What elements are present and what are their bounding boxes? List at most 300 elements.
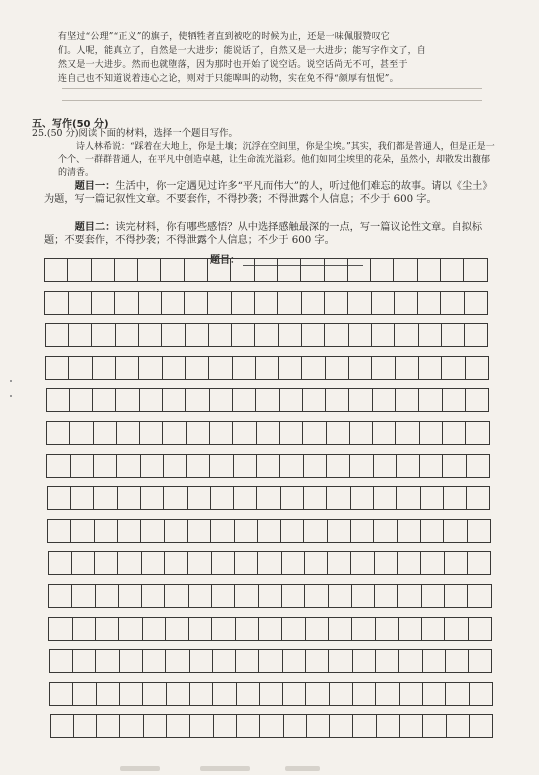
grid-cell[interactable] [420, 486, 444, 510]
grid-cell[interactable] [371, 323, 395, 347]
grid-cell[interactable] [302, 421, 326, 445]
grid-cell[interactable] [393, 258, 417, 282]
grid-cell[interactable] [282, 682, 306, 706]
grid-cell[interactable] [329, 714, 353, 738]
grid-cell[interactable] [417, 291, 441, 315]
grid-cell[interactable] [352, 714, 376, 738]
grid-cell[interactable] [232, 421, 256, 445]
question-prompt: 25.(50 分)阅读下面的材料，选择一个题目写作。 [32, 128, 238, 139]
grid-cell[interactable] [212, 682, 236, 706]
grid-cell[interactable] [185, 356, 209, 380]
grid-cell[interactable] [419, 421, 443, 445]
grid-cell[interactable] [468, 617, 492, 641]
grid-cell[interactable] [258, 649, 282, 673]
grid-cell[interactable] [347, 291, 371, 315]
grid-cell[interactable] [372, 388, 396, 412]
grid-cell[interactable] [114, 258, 138, 282]
grid-cell[interactable] [46, 388, 70, 412]
grid-cell[interactable] [137, 258, 161, 282]
grid-cell[interactable] [186, 454, 210, 478]
grid-cell[interactable] [231, 323, 255, 347]
grid-cell[interactable] [161, 323, 185, 347]
grid-cell[interactable] [254, 323, 278, 347]
grid-cell[interactable] [232, 388, 256, 412]
grid-cell[interactable] [398, 617, 422, 641]
grid-cell[interactable] [142, 649, 166, 673]
grid-cell[interactable] [281, 584, 305, 608]
grid-cell[interactable] [277, 258, 301, 282]
grid-cell[interactable] [305, 649, 329, 673]
grid-cell[interactable] [467, 551, 491, 575]
grid-cell[interactable] [399, 682, 423, 706]
grid-cell[interactable] [283, 714, 307, 738]
grid-cell[interactable] [115, 388, 139, 412]
grid-cell[interactable] [139, 421, 163, 445]
grid-cell[interactable] [328, 617, 352, 641]
grid-cell[interactable] [469, 682, 493, 706]
grid-cell[interactable] [277, 291, 301, 315]
grid-cell[interactable] [281, 551, 305, 575]
grid-row [44, 258, 487, 282]
grid-cell[interactable] [395, 421, 419, 445]
grid-row [50, 714, 493, 738]
grid-cell[interactable] [418, 388, 442, 412]
grid-cell[interactable] [282, 649, 306, 673]
grid-cell[interactable] [254, 258, 278, 282]
grid-cell[interactable] [444, 617, 468, 641]
grid-cell[interactable] [351, 584, 375, 608]
grid-cell[interactable] [350, 551, 374, 575]
grid-cell[interactable] [142, 617, 166, 641]
grid-cell[interactable] [210, 486, 234, 510]
grid-cell[interactable] [418, 323, 442, 347]
grid-cell[interactable] [119, 714, 143, 738]
grid-cell[interactable] [444, 584, 468, 608]
grid-cell[interactable] [115, 356, 139, 380]
grid-cell[interactable] [48, 584, 72, 608]
grid-cell[interactable] [234, 551, 258, 575]
grid-cell[interactable] [445, 649, 469, 673]
grid-cell[interactable] [188, 584, 212, 608]
grid-cell[interactable] [279, 421, 303, 445]
grid-cell[interactable] [50, 714, 74, 738]
grid-cell[interactable] [468, 649, 492, 673]
grid-cell[interactable] [329, 682, 353, 706]
grid-cell[interactable] [163, 486, 187, 510]
grid-cell[interactable] [46, 454, 70, 478]
grid-cell[interactable] [422, 649, 446, 673]
grid-cell[interactable] [72, 682, 96, 706]
previous-answer-line: 有坚过“公理”“正义”的旗子，使牺牲者直到被吃的时候为止，还是一味佩服赞叹它 [58, 32, 391, 42]
grid-cell[interactable] [300, 258, 324, 282]
grid-cell[interactable] [348, 356, 372, 380]
grid-cell[interactable] [304, 584, 328, 608]
grid-cell[interactable] [372, 421, 396, 445]
grid-cell[interactable] [280, 486, 304, 510]
grid-cell[interactable] [166, 682, 190, 706]
grid-cell[interactable] [211, 617, 235, 641]
grid-cell[interactable] [399, 714, 423, 738]
grid-cell[interactable] [95, 584, 119, 608]
grid-cell[interactable] [327, 551, 351, 575]
grid-cell[interactable] [119, 649, 143, 673]
grid-cell[interactable] [255, 388, 279, 412]
grid-cell[interactable] [68, 356, 92, 380]
grid-cell[interactable] [94, 551, 118, 575]
grid-cell[interactable] [351, 617, 375, 641]
topic-one-text: 生活中，你一定遇见过许多“平凡而伟大”的人，听过他们难忘的故事。请以《尘土》为题，写一篇记叙性文章。不要套作，不得抄袭；不得泄露个人信息；不少于 600 字。 [44, 181, 493, 205]
grid-cell[interactable] [49, 682, 73, 706]
grid-cell[interactable] [209, 454, 233, 478]
grid-cell[interactable] [445, 682, 469, 706]
grid-cell[interactable] [233, 454, 257, 478]
grid-row [47, 486, 490, 510]
grid-cell[interactable] [395, 388, 419, 412]
footer-smudge [200, 766, 250, 771]
grid-cell[interactable] [375, 649, 399, 673]
grid-cell[interactable] [304, 551, 328, 575]
grid-cell[interactable] [96, 714, 120, 738]
grid-cell[interactable] [371, 356, 395, 380]
grid-cell[interactable] [347, 258, 371, 282]
grid-cell[interactable] [209, 421, 233, 445]
grid-cell[interactable] [324, 323, 348, 347]
grid-cell[interactable] [350, 486, 374, 510]
grid-cell[interactable] [162, 388, 186, 412]
grid-cell[interactable] [348, 323, 372, 347]
material-paragraph: 诗人林希说：“踩着在大地上，你是土壤；沉浮在空间里，你是尘埃。”其实，我们都是普通人，但是正是一个个、一群群普通人，在平凡中创造卓越，让生命流光溢彩。他们如同尘埃里的花朵，虽然小，却散发出馥郁的清香。 [58, 142, 495, 178]
grid-cell[interactable] [466, 486, 490, 510]
grid-cell[interactable] [161, 291, 185, 315]
grid-cell[interactable] [69, 388, 93, 412]
grid-cell[interactable] [418, 356, 442, 380]
grid-cell[interactable] [396, 486, 420, 510]
grid-cell[interactable] [278, 356, 302, 380]
grid-cell[interactable] [230, 258, 254, 282]
grid-cell[interactable] [324, 258, 348, 282]
grid-cell[interactable] [165, 649, 189, 673]
grid-cell[interactable] [188, 617, 212, 641]
grid-cell[interactable] [235, 649, 259, 673]
grid-cell[interactable] [189, 649, 213, 673]
grid-cell[interactable] [306, 714, 330, 738]
grid-cell[interactable] [70, 454, 94, 478]
grid-cell[interactable] [421, 584, 445, 608]
grid-cell[interactable] [279, 388, 303, 412]
grid-cell[interactable] [70, 486, 94, 510]
grid-cell[interactable] [465, 421, 489, 445]
grid-cell[interactable] [49, 649, 73, 673]
grid-cell[interactable] [114, 291, 138, 315]
grid-cell[interactable] [326, 486, 350, 510]
grid-row [46, 421, 489, 445]
grid-cell[interactable] [259, 682, 283, 706]
grid-cell[interactable] [373, 454, 397, 478]
grid-cell[interactable] [116, 421, 140, 445]
grid-cell[interactable] [352, 682, 376, 706]
grid-cell[interactable] [301, 291, 325, 315]
grid-cell[interactable] [257, 519, 281, 543]
grid-cell[interactable] [443, 486, 467, 510]
grid-cell[interactable] [440, 258, 464, 282]
grid-cell[interactable] [48, 617, 72, 641]
grid-cell[interactable] [187, 486, 211, 510]
grid-cell[interactable] [119, 682, 143, 706]
grid-cell[interactable] [187, 551, 211, 575]
grid-cell[interactable] [305, 617, 329, 641]
grid-row [48, 551, 491, 575]
grid-cell[interactable] [184, 291, 208, 315]
grid-cell[interactable] [325, 356, 349, 380]
grid-cell[interactable] [278, 323, 302, 347]
grid-cell[interactable] [140, 519, 164, 543]
grid-cell[interactable] [139, 388, 163, 412]
grid-cell[interactable] [186, 421, 210, 445]
grid-cell[interactable] [444, 551, 468, 575]
grid-cell[interactable] [91, 291, 115, 315]
grid-cell[interactable] [303, 486, 327, 510]
grid-cell[interactable] [397, 584, 421, 608]
grid-cell[interactable] [45, 356, 69, 380]
grid-cell[interactable] [324, 291, 348, 315]
grid-cell[interactable] [95, 649, 119, 673]
grid-cell[interactable] [69, 421, 93, 445]
grid-cell[interactable] [419, 454, 443, 478]
grid-row [45, 356, 488, 380]
grid-cell[interactable] [325, 388, 349, 412]
grid-cell[interactable] [375, 617, 399, 641]
grid-cell[interactable] [67, 258, 91, 282]
grid-cell[interactable] [71, 584, 95, 608]
grid-cell[interactable] [138, 323, 162, 347]
grid-row [49, 649, 492, 673]
grid-cell[interactable] [422, 714, 446, 738]
grid-cell[interactable] [95, 617, 119, 641]
grid-cell[interactable] [47, 519, 71, 543]
grid-cell[interactable] [115, 323, 139, 347]
grid-cell[interactable] [162, 356, 186, 380]
grid-cell[interactable] [256, 486, 280, 510]
grid-cell[interactable] [73, 714, 97, 738]
grid-cell[interactable] [93, 454, 117, 478]
grid-cell[interactable] [234, 519, 258, 543]
grid-cell[interactable] [231, 291, 255, 315]
grid-cell[interactable] [212, 649, 236, 673]
topic-one [44, 180, 494, 206]
grid-cell[interactable] [184, 258, 208, 282]
grid-cell[interactable] [328, 649, 352, 673]
grid-cell[interactable] [465, 356, 489, 380]
grid-cell[interactable] [72, 649, 96, 673]
grid-cell[interactable] [163, 454, 187, 478]
grid-cell[interactable] [207, 291, 231, 315]
grid-cell[interactable] [254, 291, 278, 315]
grid-cell[interactable] [189, 714, 213, 738]
grid-cell[interactable] [46, 421, 70, 445]
grid-cell[interactable] [141, 584, 165, 608]
grid-cell[interactable] [164, 584, 188, 608]
grid-cell[interactable] [440, 291, 464, 315]
grid-cell[interactable] [258, 617, 282, 641]
grid-cell[interactable] [256, 421, 280, 445]
grid-cell[interactable] [71, 551, 95, 575]
grid-cell[interactable] [303, 519, 327, 543]
grid-cell[interactable] [164, 551, 188, 575]
grid-cell[interactable] [208, 356, 232, 380]
grid-cell[interactable] [236, 682, 260, 706]
grid-cell[interactable] [208, 323, 232, 347]
grid-cell[interactable] [374, 551, 398, 575]
grid-cell[interactable] [117, 486, 141, 510]
grid-cell[interactable] [234, 584, 258, 608]
grid-cell[interactable] [328, 584, 352, 608]
grid-cell[interactable] [374, 584, 398, 608]
grid-cell[interactable] [91, 258, 115, 282]
grid-cell[interactable] [301, 356, 325, 380]
grid-cell[interactable] [349, 421, 373, 445]
grid-cell[interactable] [236, 714, 260, 738]
grid-cell[interactable] [422, 682, 446, 706]
grid-cell[interactable] [47, 486, 71, 510]
grid-cell[interactable] [256, 454, 280, 478]
grid-cell[interactable] [164, 519, 188, 543]
grid-cell[interactable] [207, 258, 231, 282]
grid-cell[interactable] [464, 291, 488, 315]
grid-cell[interactable] [258, 584, 282, 608]
grid-cell[interactable] [373, 519, 397, 543]
grid-cell[interactable] [420, 551, 444, 575]
grid-cell[interactable] [442, 388, 466, 412]
grid-cell[interactable] [396, 454, 420, 478]
grid-cell[interactable] [211, 551, 235, 575]
grid-cell[interactable] [70, 519, 94, 543]
grid-cell[interactable] [281, 617, 305, 641]
grid-cell[interactable] [211, 584, 235, 608]
grid-cell[interactable] [165, 617, 189, 641]
grid-cell[interactable] [397, 551, 421, 575]
grid-cell[interactable] [72, 617, 96, 641]
grid-cell[interactable] [118, 584, 142, 608]
grid-cell[interactable] [185, 388, 209, 412]
grid-cell[interactable] [138, 291, 162, 315]
grid-cell[interactable] [232, 356, 256, 380]
grid-cell[interactable] [116, 454, 140, 478]
grid-cell[interactable] [279, 454, 303, 478]
grid-cell[interactable] [93, 486, 117, 510]
grid-cell[interactable] [44, 258, 68, 282]
grid-cell[interactable] [371, 291, 395, 315]
grid-cell[interactable] [350, 519, 374, 543]
grid-cell[interactable] [96, 682, 120, 706]
grid-cell[interactable] [140, 454, 164, 478]
grid-cell[interactable] [305, 682, 329, 706]
grid-cell[interactable] [375, 682, 399, 706]
grid-cell[interactable] [162, 421, 186, 445]
grid-cell[interactable] [469, 714, 493, 738]
grid-cell[interactable] [189, 682, 213, 706]
grid-cell[interactable] [420, 519, 444, 543]
grid-cell[interactable] [187, 519, 211, 543]
grid-cell[interactable] [257, 551, 281, 575]
grid-cell[interactable] [348, 388, 372, 412]
grid-cell[interactable] [465, 388, 489, 412]
grid-cell[interactable] [327, 519, 351, 543]
grid-cell[interactable] [398, 649, 422, 673]
grid-cell[interactable] [421, 617, 445, 641]
grid-cell[interactable] [141, 551, 165, 575]
grid-cell[interactable] [45, 323, 69, 347]
grid-cell[interactable] [394, 291, 418, 315]
grid-cell[interactable] [118, 617, 142, 641]
grid-cell[interactable] [442, 421, 466, 445]
grid-cell[interactable] [255, 356, 279, 380]
grid-cell[interactable] [326, 454, 350, 478]
grid-cell[interactable] [349, 454, 373, 478]
grid-cell[interactable] [301, 323, 325, 347]
grid-cell[interactable] [117, 551, 141, 575]
grid-cell[interactable] [370, 258, 394, 282]
grid-cell[interactable] [463, 258, 487, 282]
grid-cell[interactable] [394, 323, 418, 347]
grid-cell[interactable] [140, 486, 164, 510]
grid-cell[interactable] [302, 388, 326, 412]
grid-cell[interactable] [92, 388, 116, 412]
grid-cell[interactable] [352, 649, 376, 673]
grid-cell[interactable] [464, 323, 488, 347]
grid-cell[interactable] [44, 291, 68, 315]
grid-cell[interactable] [280, 519, 304, 543]
grid-cell[interactable] [446, 714, 470, 738]
grid-cell[interactable] [68, 291, 92, 315]
grid-cell[interactable] [395, 356, 419, 380]
grid-cell[interactable] [233, 486, 257, 510]
grid-cell[interactable] [213, 714, 237, 738]
grid-cell[interactable] [138, 356, 162, 380]
grid-cell[interactable] [210, 519, 234, 543]
grid-cell[interactable] [259, 714, 283, 738]
grid-cell[interactable] [117, 519, 141, 543]
grid-cell[interactable] [160, 258, 184, 282]
grid-cell[interactable] [303, 454, 327, 478]
grid-cell[interactable] [91, 323, 115, 347]
grid-cell[interactable] [92, 356, 116, 380]
grid-cell[interactable] [441, 356, 465, 380]
grid-cell[interactable] [443, 519, 467, 543]
grid-cell[interactable] [466, 454, 490, 478]
grid-cell[interactable] [142, 682, 166, 706]
grid-cell[interactable] [48, 551, 72, 575]
grid-cell[interactable] [467, 584, 491, 608]
grid-cell[interactable] [441, 323, 465, 347]
grid-row [46, 454, 489, 478]
grid-cell[interactable] [166, 714, 190, 738]
grid-cell[interactable] [373, 486, 397, 510]
grid-cell[interactable] [235, 617, 259, 641]
grid-cell[interactable] [417, 258, 441, 282]
grid-cell[interactable] [397, 519, 421, 543]
grid-cell[interactable] [326, 421, 350, 445]
grid-cell[interactable] [209, 388, 233, 412]
grid-cell[interactable] [442, 454, 466, 478]
grid-cell[interactable] [143, 714, 167, 738]
grid-cell[interactable] [94, 519, 118, 543]
grid-cell[interactable] [68, 323, 92, 347]
previous-answer-text [58, 30, 488, 86]
grid-cell[interactable] [185, 323, 209, 347]
grid-cell[interactable] [467, 519, 491, 543]
grid-cell[interactable] [93, 421, 117, 445]
grid-cell[interactable] [376, 714, 400, 738]
